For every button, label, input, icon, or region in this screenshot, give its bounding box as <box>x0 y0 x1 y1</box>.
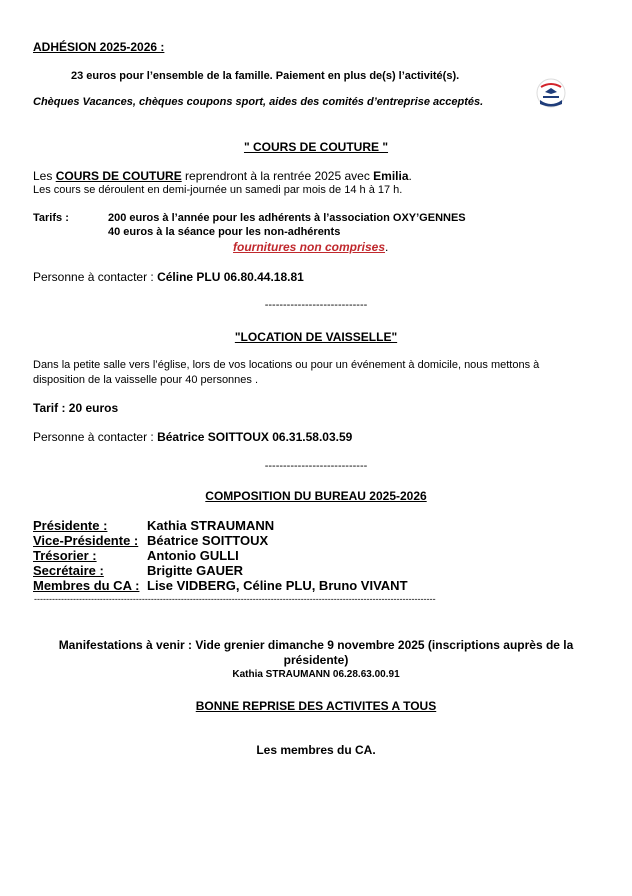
couture-contact <box>33 270 304 284</box>
adhesion-price-line: 23 euros pour l’ensemble de la famille. Paiement en plus de(s) l’activité(s). <box>71 70 460 82</box>
couture-supplies-text: fournitures non comprises <box>233 240 386 254</box>
couture-intro-prefix: Les <box>33 169 56 183</box>
couture-intro <box>33 169 412 183</box>
couture-supplies-note <box>233 240 388 254</box>
separator-short-2: ---------------------------- <box>264 460 368 472</box>
bureau-label-vice-presidente: Vice-Présidente : <box>33 533 139 548</box>
vaisselle-title: "LOCATION DE VAISSELLE" <box>234 330 398 344</box>
separator-long: -------------------------------------------------------------------------------------------------------------------------------------- <box>34 594 436 604</box>
bureau-value-membres: Lise VIDBERG, Céline PLU, Bruno VIVANT <box>147 578 408 593</box>
bureau-value-vice-presidente: Béatrice SOITTOUX <box>147 533 269 548</box>
vaisselle-tarif: Tarif : 20 euros <box>33 401 119 415</box>
bureau-value-tresorier: Antonio GULLI <box>147 548 239 563</box>
bureau-value-presidente: Kathia STRAUMANN <box>147 518 275 533</box>
couture-schedule: Les cours se déroulent en demi-journée un samedi par mois de 14 h à 17 h. <box>33 184 403 196</box>
adhesion-payment-line: Chèques Vacances, chèques coupons sport, aides des comités d’entreprise acceptés. <box>33 96 484 108</box>
couture-contact-label: Personne à contacter : <box>33 270 158 284</box>
association-logo-icon <box>536 78 566 108</box>
manifestations-line1: Manifestations à venir : Vide grenier dimanche 9 novembre 2025 (inscriptions auprès de la <box>58 638 574 652</box>
reprise-message: BONNE REPRISE DES ACTIVITES A TOUS <box>195 699 437 713</box>
couture-intro-mid: reprendront à la rentrée 2025 avec <box>181 169 374 183</box>
vaisselle-contact <box>33 430 352 444</box>
couture-tarifs-label: Tarifs : <box>33 212 69 224</box>
bureau-title: COMPOSITION DU BUREAU 2025-2026 <box>205 489 427 503</box>
couture-supplies-end: . <box>385 240 389 254</box>
couture-intro-name: Emilia <box>373 169 409 183</box>
vaisselle-contact-label: Personne à contacter : <box>33 430 158 444</box>
bureau-label-membres: Membres du CA : <box>33 578 140 593</box>
bureau-label-tresorier: Trésorier : <box>33 548 97 563</box>
bureau-label-presidente: Présidente : <box>33 518 108 533</box>
adhesion-title: ADHÉSION 2025-2026 : <box>33 40 165 54</box>
separator-short-1: ---------------------------- <box>264 299 368 311</box>
manifestations-line2: présidente) <box>283 653 349 667</box>
bureau-value-secretaire: Brigitte GAUER <box>147 563 244 578</box>
vaisselle-desc-line2: disposition de la vaisselle pour 40 personnes . <box>33 374 259 386</box>
signature: Les membres du CA. <box>256 743 376 757</box>
vaisselle-desc-line1: Dans la petite salle vers l’église, lors de vos locations ou pour un événement à domicile, nous mettons à <box>33 359 540 371</box>
bureau-label-secretaire: Secrétaire : <box>33 563 104 578</box>
couture-contact-value: Céline PLU 06.80.44.18.81 <box>157 270 304 284</box>
vaisselle-contact-value: Béatrice SOITTOUX 06.31.58.03.59 <box>157 430 353 444</box>
couture-title: " COURS DE COUTURE " <box>243 140 389 154</box>
couture-tarif-adherents: 200 euros à l’année pour les adhérents à l’association OXY’GENNES <box>108 212 466 224</box>
couture-tarif-non-adherents: 40 euros à la séance pour les non-adhérents <box>108 226 341 238</box>
manifestations-contact: Kathia STRAUMANN 06.28.63.00.91 <box>232 669 400 680</box>
couture-intro-end: . <box>408 169 412 183</box>
couture-intro-bold: COURS DE COUTURE <box>55 169 182 183</box>
